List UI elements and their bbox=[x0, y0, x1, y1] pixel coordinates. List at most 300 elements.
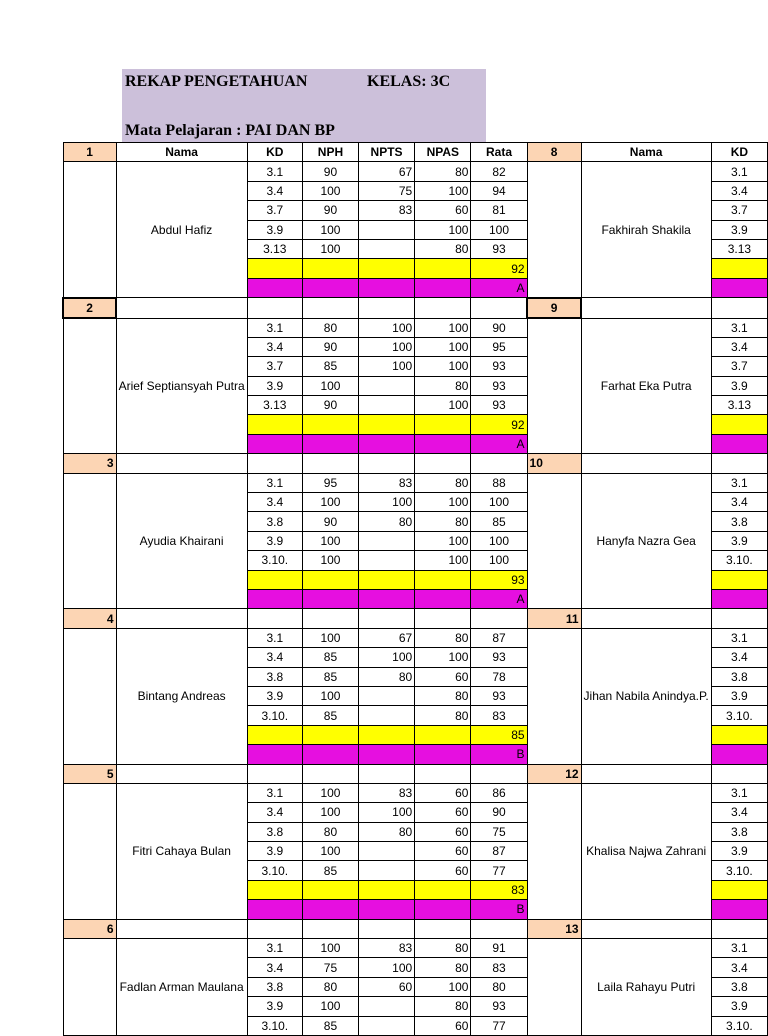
npts-cell: 83 bbox=[358, 939, 414, 958]
grade-row-cell bbox=[247, 745, 302, 764]
number-row-cell bbox=[247, 609, 302, 628]
number-row-cell bbox=[471, 764, 527, 783]
kd-cell: 3.13 bbox=[711, 239, 767, 258]
grade-row-cell bbox=[711, 434, 767, 453]
kd-cell: 3.1 bbox=[247, 318, 302, 337]
student-name: Hanyfa Nazra Gea bbox=[581, 473, 711, 609]
grade-value: B bbox=[471, 900, 527, 919]
row-spacer bbox=[527, 628, 581, 764]
kd-cell: 3.9 bbox=[247, 531, 302, 550]
kd-cell: 3.1 bbox=[711, 162, 767, 181]
kd-cell: 3.4 bbox=[247, 493, 302, 512]
student-name: Laila Rahayu Putri bbox=[581, 939, 711, 1036]
average-row-cell bbox=[358, 415, 414, 434]
kd-cell: 3.9 bbox=[711, 531, 767, 550]
student-number-row bbox=[63, 919, 768, 938]
row-spacer bbox=[63, 939, 116, 1036]
number-row-cell bbox=[581, 919, 711, 938]
rata-cell: 93 bbox=[471, 239, 527, 258]
nph-cell: 90 bbox=[302, 162, 358, 181]
npts-cell: 80 bbox=[358, 667, 414, 686]
average-row-cell bbox=[302, 725, 358, 744]
grade-row-cell bbox=[711, 900, 767, 919]
npts-cell: 67 bbox=[358, 628, 414, 647]
npts-cell: 100 bbox=[358, 318, 414, 337]
number-row-cell bbox=[358, 764, 414, 783]
student-number: 4 bbox=[63, 609, 116, 628]
column-header: KD bbox=[711, 143, 767, 162]
row-spacer bbox=[527, 162, 581, 298]
nph-cell: 90 bbox=[302, 337, 358, 356]
number-row-cell bbox=[415, 609, 471, 628]
npas-cell: 100 bbox=[415, 337, 471, 356]
kd-cell: 3.1 bbox=[247, 628, 302, 647]
rata-cell: 93 bbox=[471, 357, 527, 376]
row-spacer bbox=[63, 162, 116, 298]
nph-cell: 85 bbox=[302, 861, 358, 880]
grade-row-cell bbox=[415, 589, 471, 608]
npts-cell: 80 bbox=[358, 512, 414, 531]
npts-cell bbox=[358, 686, 414, 705]
npts-cell: 83 bbox=[358, 201, 414, 220]
class-label: KELAS: 3C bbox=[367, 73, 451, 90]
average-row-cell bbox=[302, 880, 358, 899]
npts-cell: 100 bbox=[358, 357, 414, 376]
rata-cell: 93 bbox=[471, 997, 527, 1016]
nph-cell: 100 bbox=[302, 239, 358, 258]
nph-cell: 100 bbox=[302, 531, 358, 550]
student-number: 3 bbox=[63, 454, 116, 473]
npts-cell: 100 bbox=[358, 493, 414, 512]
grade-row-cell bbox=[415, 278, 471, 297]
average-row-cell bbox=[711, 880, 767, 899]
rata-cell: 80 bbox=[471, 977, 527, 996]
average-row-cell bbox=[415, 880, 471, 899]
student-number: 5 bbox=[63, 764, 116, 783]
grade-row-cell bbox=[358, 589, 414, 608]
number-row-cell bbox=[358, 609, 414, 628]
table-row bbox=[63, 939, 768, 958]
grade-value: A bbox=[471, 278, 527, 297]
rata-cell: 100 bbox=[471, 551, 527, 570]
average-value: 85 bbox=[471, 725, 527, 744]
kd-cell: 3.4 bbox=[247, 958, 302, 977]
nph-cell: 100 bbox=[302, 783, 358, 802]
kd-cell: 3.8 bbox=[711, 977, 767, 996]
student-name: Jihan Nabila Anindya.P. bbox=[581, 628, 711, 764]
number-row-cell bbox=[581, 298, 711, 318]
row-spacer bbox=[63, 783, 116, 919]
rata-cell: 100 bbox=[471, 493, 527, 512]
number-row-cell bbox=[116, 764, 247, 783]
average-row-cell bbox=[711, 415, 767, 434]
npas-cell: 60 bbox=[415, 201, 471, 220]
npts-cell: 60 bbox=[358, 977, 414, 996]
rata-cell: 83 bbox=[471, 958, 527, 977]
average-value: 92 bbox=[471, 259, 527, 278]
student-name: Farhat Eka Putra bbox=[581, 318, 711, 454]
subject-label: Mata Pelajaran : PAI DAN BP bbox=[125, 122, 335, 139]
student-number: 13 bbox=[527, 919, 581, 938]
npas-cell: 60 bbox=[415, 861, 471, 880]
nph-cell: 100 bbox=[302, 493, 358, 512]
average-row-cell bbox=[247, 415, 302, 434]
npts-cell bbox=[358, 220, 414, 239]
kd-cell: 3.8 bbox=[247, 822, 302, 841]
npas-cell: 100 bbox=[415, 318, 471, 337]
average-row-cell bbox=[415, 415, 471, 434]
nph-cell: 100 bbox=[302, 376, 358, 395]
kd-cell: 3.9 bbox=[247, 376, 302, 395]
student-number-row bbox=[63, 609, 768, 628]
kd-cell: 3.4 bbox=[711, 493, 767, 512]
kd-cell: 3.9 bbox=[711, 686, 767, 705]
grade-row-cell bbox=[302, 278, 358, 297]
grade-row-cell bbox=[415, 745, 471, 764]
npas-cell: 80 bbox=[415, 239, 471, 258]
student-name: Khalisa Najwa Zahrani bbox=[581, 783, 711, 919]
average-row-cell bbox=[415, 259, 471, 278]
rata-cell: 90 bbox=[471, 318, 527, 337]
kd-cell: 3.8 bbox=[247, 977, 302, 996]
kd-cell: 3.4 bbox=[247, 181, 302, 200]
nph-cell: 90 bbox=[302, 512, 358, 531]
kd-cell: 3.1 bbox=[711, 473, 767, 492]
rata-cell: 90 bbox=[471, 803, 527, 822]
row-spacer bbox=[527, 783, 581, 919]
number-row-cell bbox=[415, 454, 471, 473]
grade-value: A bbox=[471, 434, 527, 453]
student-number: 1 bbox=[63, 143, 116, 162]
number-row-cell bbox=[247, 919, 302, 938]
npts-cell: 100 bbox=[358, 803, 414, 822]
grade-row-cell bbox=[415, 900, 471, 919]
npas-cell: 80 bbox=[415, 628, 471, 647]
rata-cell: 93 bbox=[471, 648, 527, 667]
grade-row-cell bbox=[711, 278, 767, 297]
npts-cell bbox=[358, 842, 414, 861]
header-row bbox=[63, 143, 768, 162]
kd-cell: 3.1 bbox=[711, 939, 767, 958]
npas-cell: 60 bbox=[415, 842, 471, 861]
grade-row-cell bbox=[358, 745, 414, 764]
student-name: Abdul Hafiz bbox=[116, 162, 247, 298]
grade-row-cell bbox=[358, 900, 414, 919]
kd-cell: 3.10. bbox=[247, 706, 302, 725]
npts-cell bbox=[358, 706, 414, 725]
average-value: 93 bbox=[471, 570, 527, 589]
rata-cell: 82 bbox=[471, 162, 527, 181]
npts-cell: 67 bbox=[358, 162, 414, 181]
nph-cell: 100 bbox=[302, 686, 358, 705]
npas-cell: 100 bbox=[415, 220, 471, 239]
npas-cell: 100 bbox=[415, 977, 471, 996]
row-spacer bbox=[63, 473, 116, 609]
average-row-cell bbox=[358, 880, 414, 899]
grade-row-cell bbox=[358, 278, 414, 297]
kd-cell: 3.9 bbox=[247, 997, 302, 1016]
student-number-row bbox=[63, 454, 768, 473]
grade-row-cell bbox=[302, 745, 358, 764]
rata-cell: 83 bbox=[471, 706, 527, 725]
number-row-cell bbox=[116, 454, 247, 473]
rata-cell: 78 bbox=[471, 667, 527, 686]
student-name: Fadlan Arman Maulana bbox=[116, 939, 247, 1036]
rata-cell: 93 bbox=[471, 686, 527, 705]
student-name: Fitri Cahaya Bulan bbox=[116, 783, 247, 919]
kd-cell: 3.7 bbox=[247, 201, 302, 220]
kd-cell: 3.9 bbox=[711, 842, 767, 861]
kd-cell: 3.1 bbox=[711, 628, 767, 647]
nph-cell: 90 bbox=[302, 201, 358, 220]
nph-cell: 100 bbox=[302, 842, 358, 861]
npas-cell: 80 bbox=[415, 162, 471, 181]
rata-cell: 77 bbox=[471, 1016, 527, 1035]
grade-row-cell bbox=[247, 278, 302, 297]
number-row-cell bbox=[302, 609, 358, 628]
npas-cell: 80 bbox=[415, 376, 471, 395]
student-name: Arief Septiansyah Putra bbox=[116, 318, 247, 454]
number-row-cell bbox=[471, 454, 527, 473]
number-row-cell bbox=[471, 919, 527, 938]
rata-cell: 93 bbox=[471, 396, 527, 415]
grade-value: A bbox=[471, 589, 527, 608]
number-row-cell bbox=[581, 764, 711, 783]
average-row-cell bbox=[302, 570, 358, 589]
table-row bbox=[63, 473, 768, 492]
npas-cell: 80 bbox=[415, 706, 471, 725]
npts-cell bbox=[358, 531, 414, 550]
nph-cell: 85 bbox=[302, 667, 358, 686]
grade-row-cell bbox=[247, 589, 302, 608]
student-number: 6 bbox=[63, 919, 116, 938]
nph-cell: 100 bbox=[302, 181, 358, 200]
rata-cell: 100 bbox=[471, 220, 527, 239]
kd-cell: 3.1 bbox=[247, 939, 302, 958]
npas-cell: 100 bbox=[415, 531, 471, 550]
nph-cell: 80 bbox=[302, 822, 358, 841]
student-number: 9 bbox=[527, 298, 581, 318]
student-number: 11 bbox=[527, 609, 581, 628]
column-header: NPAS bbox=[415, 143, 471, 162]
npas-cell: 80 bbox=[415, 958, 471, 977]
nph-cell: 90 bbox=[302, 396, 358, 415]
kd-cell: 3.9 bbox=[711, 376, 767, 395]
kd-cell: 3.10. bbox=[711, 551, 767, 570]
npas-cell: 80 bbox=[415, 473, 471, 492]
kd-cell: 3.10. bbox=[711, 1016, 767, 1035]
npts-cell: 100 bbox=[358, 958, 414, 977]
kd-cell: 3.4 bbox=[711, 958, 767, 977]
kd-cell: 3.7 bbox=[247, 357, 302, 376]
rata-cell: 87 bbox=[471, 628, 527, 647]
nph-cell: 80 bbox=[302, 318, 358, 337]
npts-cell: 83 bbox=[358, 473, 414, 492]
rata-cell: 91 bbox=[471, 939, 527, 958]
number-row-cell bbox=[302, 764, 358, 783]
number-row-cell bbox=[302, 454, 358, 473]
kd-cell: 3.10. bbox=[247, 1016, 302, 1035]
column-header: KD bbox=[247, 143, 302, 162]
rata-cell: 95 bbox=[471, 337, 527, 356]
rata-cell: 100 bbox=[471, 531, 527, 550]
rata-cell: 85 bbox=[471, 512, 527, 531]
table-row bbox=[63, 628, 768, 647]
npts-cell: 100 bbox=[358, 337, 414, 356]
average-row-cell bbox=[247, 725, 302, 744]
kd-cell: 3.13 bbox=[247, 396, 302, 415]
nph-cell: 100 bbox=[302, 803, 358, 822]
npas-cell: 100 bbox=[415, 181, 471, 200]
npts-cell: 75 bbox=[358, 181, 414, 200]
number-row-cell bbox=[415, 919, 471, 938]
grade-row-cell bbox=[302, 589, 358, 608]
kd-cell: 3.9 bbox=[711, 220, 767, 239]
column-header: NPTS bbox=[358, 143, 414, 162]
number-row-cell bbox=[247, 764, 302, 783]
average-row-cell bbox=[358, 725, 414, 744]
rata-cell: 81 bbox=[471, 201, 527, 220]
nph-cell: 100 bbox=[302, 997, 358, 1016]
npts-cell bbox=[358, 239, 414, 258]
table-row bbox=[63, 318, 768, 337]
nph-cell: 100 bbox=[302, 220, 358, 239]
rata-cell: 88 bbox=[471, 473, 527, 492]
number-row-cell bbox=[116, 298, 247, 318]
npts-cell bbox=[358, 396, 414, 415]
number-row-cell bbox=[711, 298, 767, 318]
npas-cell: 80 bbox=[415, 512, 471, 531]
kd-cell: 3.7 bbox=[711, 357, 767, 376]
rata-cell: 87 bbox=[471, 842, 527, 861]
npas-cell: 60 bbox=[415, 803, 471, 822]
kd-cell: 3.9 bbox=[711, 997, 767, 1016]
average-row-cell bbox=[711, 725, 767, 744]
number-row-cell bbox=[302, 298, 358, 318]
kd-cell: 3.4 bbox=[711, 181, 767, 200]
grade-row-cell bbox=[358, 434, 414, 453]
report-title: REKAP PENGETAHUAN bbox=[125, 73, 308, 90]
npts-cell: 80 bbox=[358, 822, 414, 841]
nph-cell: 80 bbox=[302, 977, 358, 996]
number-row-cell bbox=[358, 454, 414, 473]
npas-cell: 80 bbox=[415, 997, 471, 1016]
number-row-cell bbox=[415, 298, 471, 318]
average-row-cell bbox=[302, 259, 358, 278]
average-row-cell bbox=[415, 725, 471, 744]
npas-cell: 100 bbox=[415, 551, 471, 570]
kd-cell: 3.10. bbox=[711, 861, 767, 880]
number-row-cell bbox=[116, 919, 247, 938]
npas-cell: 100 bbox=[415, 396, 471, 415]
nph-cell: 75 bbox=[302, 958, 358, 977]
kd-cell: 3.13 bbox=[711, 396, 767, 415]
student-number-row bbox=[63, 298, 768, 318]
kd-cell: 3.8 bbox=[711, 512, 767, 531]
column-header: Rata bbox=[471, 143, 527, 162]
average-row-cell bbox=[247, 259, 302, 278]
kd-cell: 3.4 bbox=[247, 803, 302, 822]
number-row-cell bbox=[471, 298, 527, 318]
nph-cell: 100 bbox=[302, 628, 358, 647]
student-number-row bbox=[63, 764, 768, 783]
average-row-cell bbox=[711, 259, 767, 278]
rata-cell: 75 bbox=[471, 822, 527, 841]
nph-cell: 85 bbox=[302, 648, 358, 667]
npts-cell bbox=[358, 997, 414, 1016]
kd-cell: 3.9 bbox=[247, 686, 302, 705]
kd-cell: 3.10. bbox=[711, 706, 767, 725]
student-number: 2 bbox=[63, 298, 116, 318]
kd-cell: 3.9 bbox=[247, 842, 302, 861]
npts-cell: 83 bbox=[358, 783, 414, 802]
number-row-cell bbox=[471, 609, 527, 628]
number-row-cell bbox=[711, 454, 767, 473]
grade-row-cell bbox=[302, 434, 358, 453]
npas-cell: 60 bbox=[415, 783, 471, 802]
rata-cell: 93 bbox=[471, 376, 527, 395]
npts-cell: 100 bbox=[358, 648, 414, 667]
kd-cell: 3.1 bbox=[247, 783, 302, 802]
npas-cell: 100 bbox=[415, 493, 471, 512]
number-row-cell bbox=[247, 298, 302, 318]
number-row-cell bbox=[711, 609, 767, 628]
npas-cell: 80 bbox=[415, 939, 471, 958]
kd-cell: 3.8 bbox=[247, 512, 302, 531]
kd-cell: 3.4 bbox=[247, 648, 302, 667]
nph-cell: 85 bbox=[302, 1016, 358, 1035]
number-row-cell bbox=[415, 764, 471, 783]
number-row-cell bbox=[711, 764, 767, 783]
npas-cell: 80 bbox=[415, 686, 471, 705]
rata-cell: 77 bbox=[471, 861, 527, 880]
kd-cell: 3.10. bbox=[247, 551, 302, 570]
npas-cell: 60 bbox=[415, 822, 471, 841]
student-name: Ayudia Khairani bbox=[116, 473, 247, 609]
student-number: 10 bbox=[527, 454, 581, 473]
kd-cell: 3.10. bbox=[247, 861, 302, 880]
student-name: Fakhirah Shakila bbox=[581, 162, 711, 298]
npas-cell: 60 bbox=[415, 667, 471, 686]
npts-cell bbox=[358, 376, 414, 395]
number-row-cell bbox=[302, 919, 358, 938]
average-row-cell bbox=[247, 570, 302, 589]
title-box bbox=[122, 69, 486, 142]
grade-row-cell bbox=[711, 745, 767, 764]
kd-cell: 3.4 bbox=[711, 648, 767, 667]
number-row-cell bbox=[358, 298, 414, 318]
student-name: Bintang Andreas bbox=[116, 628, 247, 764]
npts-cell bbox=[358, 861, 414, 880]
kd-cell: 3.1 bbox=[711, 318, 767, 337]
kd-cell: 3.4 bbox=[247, 337, 302, 356]
average-row-cell bbox=[302, 415, 358, 434]
grade-row-cell bbox=[711, 589, 767, 608]
row-spacer bbox=[527, 939, 581, 1036]
kd-cell: 3.8 bbox=[247, 667, 302, 686]
grade-value: B bbox=[471, 745, 527, 764]
grade-row-cell bbox=[247, 434, 302, 453]
grade-table bbox=[62, 142, 768, 1036]
table-row bbox=[63, 783, 768, 802]
number-row-cell bbox=[247, 454, 302, 473]
student-number: 12 bbox=[527, 764, 581, 783]
nph-cell: 100 bbox=[302, 551, 358, 570]
number-row-cell bbox=[581, 454, 711, 473]
nph-cell: 85 bbox=[302, 706, 358, 725]
number-row-cell bbox=[116, 609, 247, 628]
rata-cell: 94 bbox=[471, 181, 527, 200]
